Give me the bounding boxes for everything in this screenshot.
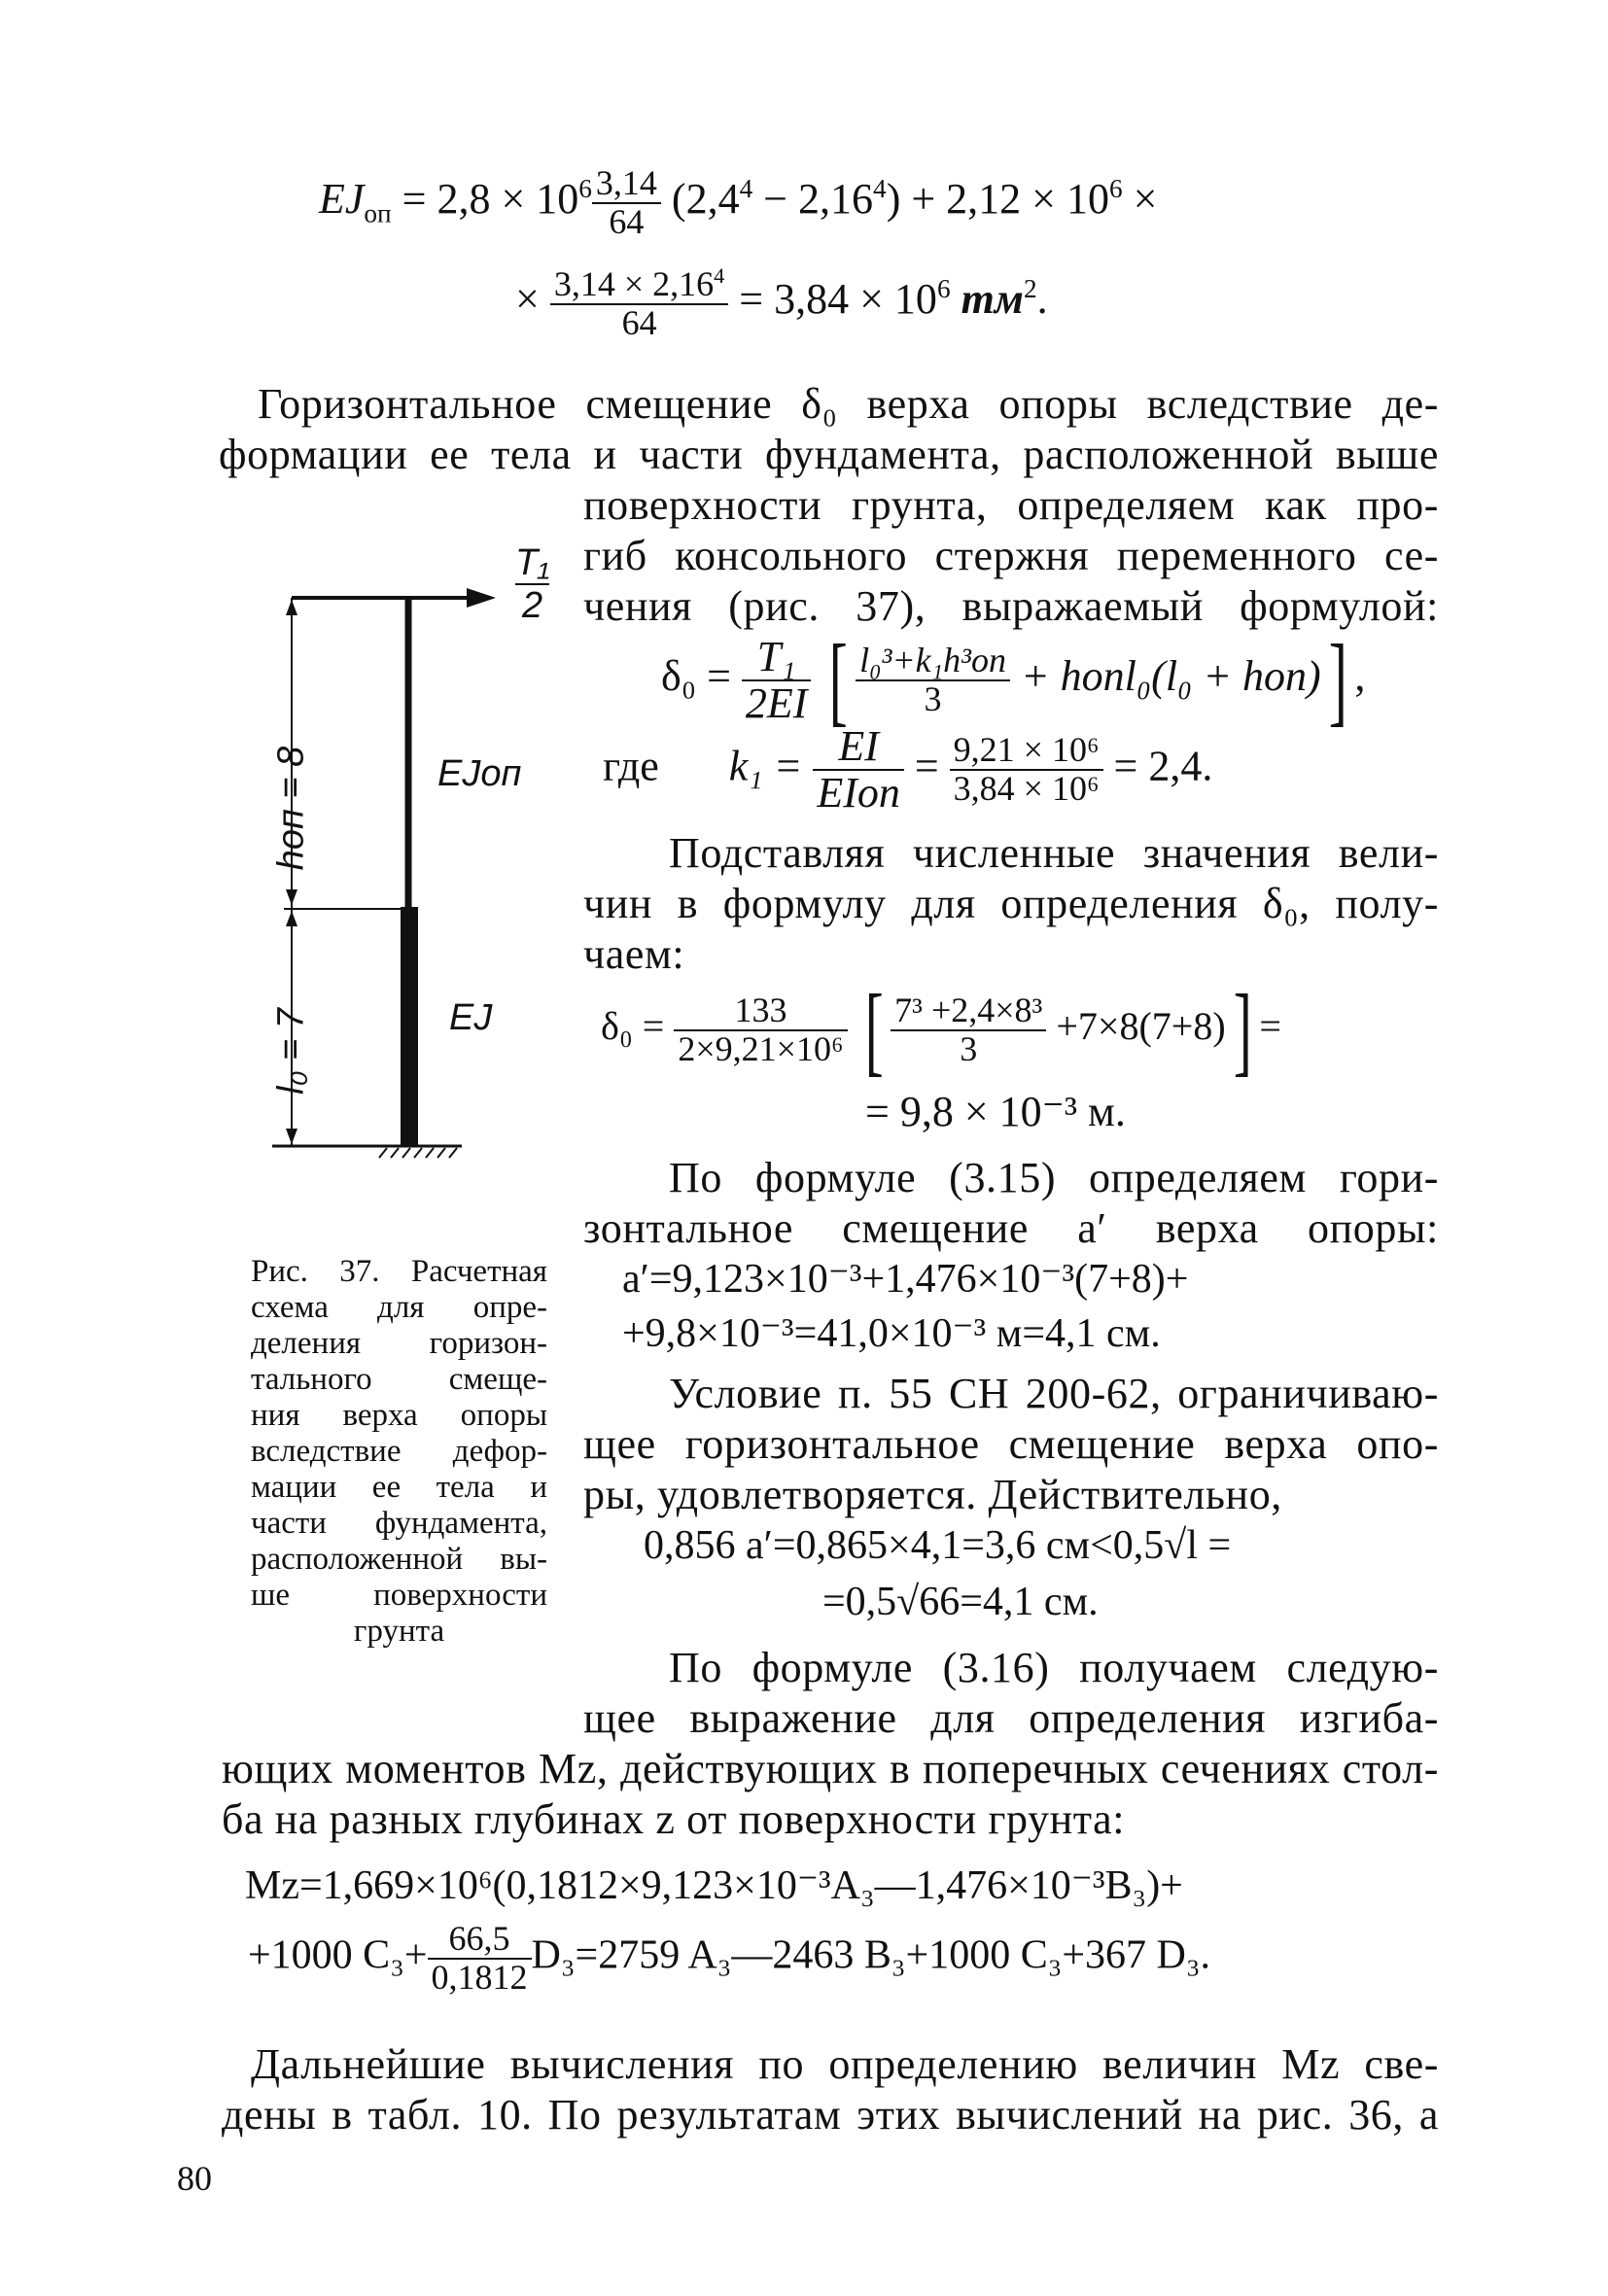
para2-line: чин в формулу для определения δ₀, полу- <box>583 880 1439 927</box>
figure-dim-upper: hоп = 8 <box>270 746 312 871</box>
eq-subst-end: = <box>1259 1004 1281 1049</box>
eq-ej2-times: × <box>515 274 540 323</box>
eq-k1-lhs: k₁ = <box>728 742 803 790</box>
eq-a-line1-text: a′=9,123×10⁻³+1,476×10⁻³(7+8)+ <box>622 1257 1189 1302</box>
eq-mz-frac <box>428 1921 532 1997</box>
para5-side <box>583 1643 1439 1744</box>
eq-k1-frac2 <box>950 732 1103 808</box>
figure-dim-lower: l₀ = 7 <box>270 1008 312 1095</box>
figure-ej-upper: EJоп <box>437 753 522 794</box>
eq-k1-where: где <box>603 742 659 790</box>
para1-side-line: гиб консольного стержня переменного се- <box>583 532 1439 579</box>
eq-subst-frac1-num: 133 <box>674 992 847 1031</box>
eq-ej-lhs-sub: оп <box>364 198 392 228</box>
eq-ej-lhs: EJ <box>319 174 365 223</box>
eq-cond-line2 <box>822 1579 1099 1625</box>
para5-side-line: щее выражение для определения изгиба- <box>583 1694 1439 1742</box>
eq-ej2-frac <box>550 264 728 342</box>
para1-side-line: поверхности грунта, определяем как про- <box>583 481 1439 529</box>
para3-line: По формуле (3.15) определяем гори- <box>669 1154 1439 1201</box>
eq-delta0-frac1-num: T₁ <box>756 632 796 680</box>
para2-line: чаем: <box>583 930 685 978</box>
eq-ej-frac-num: 3,14 <box>592 165 661 204</box>
eq-delta0-bracket-close: ] <box>1328 624 1347 736</box>
para4 <box>583 1369 1439 1520</box>
eq-mz-frac-den: 0,1812 <box>431 1957 528 1997</box>
para1-line: формации ее тела и части фундамента, расположенной выше <box>219 431 1439 478</box>
para6-line: дены в табл. 10. По результатам этих вычислений на рис. 36, a <box>222 2091 1439 2139</box>
eq-cond-line1-text: 0,856 a′=0,865×4,1=3,6 см<0,5√l = <box>644 1523 1232 1568</box>
para1-full <box>219 379 1439 480</box>
eq-delta0-frac1-den: 2EI <box>745 679 808 727</box>
eq-subst-inner-num: 7³ +2,4×8³ <box>891 992 1046 1031</box>
eq-subst-frac2 <box>891 992 1046 1068</box>
eq-k1-frac1 <box>813 724 904 816</box>
para2 <box>583 828 1439 980</box>
figure-ej-lower: EJ <box>449 997 493 1038</box>
figure-force-label <box>515 542 549 626</box>
eq-ej2-frac-exp: 4 <box>714 263 725 288</box>
eq-delta0-inner-den: 3 <box>924 679 942 718</box>
para3-line: зонтальное смещение a′ верха опоры: <box>583 1204 1439 1252</box>
para1-side-line: чения (рис. 37), выражаемый формулой: <box>583 582 1439 630</box>
eq-ej-paren: (2,4 <box>671 174 740 223</box>
eq-ej-frac <box>592 165 661 241</box>
caption-line: ше поверхности <box>251 1578 547 1613</box>
eq-delta0-rest: + hопl₀(l₀ + hоп) <box>1020 652 1321 701</box>
eq-k1-frac2-den: 3,84 × 10⁶ <box>953 769 1100 809</box>
caption-line: вследствие дефор- <box>251 1434 547 1469</box>
para6 <box>222 2039 1439 2140</box>
caption-line: расположенной вы- <box>251 1542 547 1577</box>
column-lower <box>401 907 418 1146</box>
eq-subst-lhs: δ₀ = <box>601 1004 665 1049</box>
caption-line: схема для опре- <box>251 1290 547 1325</box>
eq-k1-frac1-den: EIоп <box>817 769 900 818</box>
eq-delta0-frac2 <box>856 643 1010 718</box>
eq-subst-frac1 <box>674 992 847 1068</box>
eq-subst <box>601 974 1281 1086</box>
eq-ej-pow-b: 4 <box>873 174 887 204</box>
para3 <box>583 1153 1439 1254</box>
force-arrow-head <box>467 588 496 608</box>
eq-k1-eq: = <box>914 742 939 790</box>
eq-subst-bracket-close: ] <box>1233 974 1252 1086</box>
eq-mz-frac-num: 66,5 <box>428 1921 532 1960</box>
eq-ej2-frac-den: 64 <box>621 302 657 342</box>
eq-delta0-inner-num: l₀³+k₁h³оп <box>859 641 1006 680</box>
para5-full <box>222 1744 1439 1845</box>
para4-line: щее горизонтальное смещение верха опо- <box>583 1420 1439 1468</box>
eq-ej2-frac-num: 3,14 × 2,16 <box>553 264 715 303</box>
dim-arrow-mid-down <box>286 911 297 926</box>
eq-ej-pow-a: 4 <box>739 174 753 204</box>
para5-full-line: ба на разных глубинах z от поверхности грунта: <box>222 1795 1126 1843</box>
eq-delta0-frac1 <box>742 632 812 727</box>
eq-ej-start: = 2,8 × 10 <box>402 174 579 223</box>
eq-subst-line2-text: = 9,8 × 10⁻³ м. <box>865 1088 1126 1135</box>
eq-delta0-bracket-open: [ <box>829 624 849 736</box>
eq-subst-bracket-open: [ <box>864 974 884 1086</box>
dim-arrow-top <box>286 600 297 615</box>
eq-k1-frac1-num: EI <box>838 722 879 770</box>
eq-mz-line2 <box>248 1921 1210 1997</box>
eq-subst-rest: +7×8(7+8) <box>1056 1004 1226 1049</box>
caption-line: Рис. 37. Расчетная <box>251 1254 547 1289</box>
eq-k1-frac2-num: 9,21 × 10⁶ <box>950 732 1103 771</box>
para5-side-line: По формуле (3.16) получаем следую- <box>669 1644 1439 1691</box>
eq-subst-frac1-den: 2×9,21×10⁶ <box>678 1029 844 1068</box>
para1-line: Горизонтальное смещение δ₀ верха опоры вследствие де- <box>258 380 1439 428</box>
eq-ej2-result: = 3,84 × 10 <box>739 274 937 323</box>
eq-mz-line1 <box>245 1861 1183 1909</box>
eq-ej-exp: 6 <box>578 174 592 204</box>
eq-k1 <box>603 724 1212 816</box>
eq-cond-line1 <box>644 1522 1231 1569</box>
eq-subst-line2 <box>865 1087 1126 1136</box>
eq-subst-inner-den: 3 <box>960 1029 978 1068</box>
eq-a-line2-text: +9,8×10⁻³=41,0×10⁻³ м=4,1 см. <box>622 1311 1161 1356</box>
caption-line: мации ее тела и <box>251 1470 547 1505</box>
caption-line: деления горизон- <box>251 1326 547 1361</box>
figure-force-label-bottom: 2 <box>522 585 543 626</box>
para4-line: ры, удовлетворяется. Действительно, <box>583 1471 1282 1518</box>
eq-ej-times: × <box>1122 174 1158 223</box>
eq-delta0 <box>661 624 1366 736</box>
page-number: 80 <box>177 2159 212 2198</box>
figure-caption <box>251 1254 547 1650</box>
eq-a-line1 <box>622 1254 1188 1303</box>
eq-ej2-end: . <box>1036 274 1048 323</box>
para1-side <box>583 480 1439 632</box>
caption-line: части фундамента, <box>251 1506 547 1541</box>
figure-force-label-top: T₁ <box>515 542 550 583</box>
eq-a-line2 <box>622 1308 1161 1357</box>
eq-mz-line1-text: Mz=1,669×10⁶(0,1812×9,123×10⁻³A₃—1,476×10⁻³B₃)+ <box>245 1863 1183 1908</box>
caption-line: ния верха опоры <box>251 1398 547 1433</box>
para4-line: Условие п. 55 СН 200-62, ограничиваю- <box>669 1370 1439 1417</box>
eq-ej2-unit-exp: 2 <box>1023 274 1037 304</box>
eq-ej-minus: − 2,16 <box>752 174 874 223</box>
para2-line: Подставляя численные значения вели- <box>669 829 1439 877</box>
eq-cond-line2-text: =0,5√66=4,1 см. <box>822 1580 1099 1624</box>
eq-delta0-lhs: δ₀ = <box>661 652 731 701</box>
eq-ej2-exp: 6 <box>936 274 951 304</box>
eq-ej2-unit: тм <box>961 274 1024 323</box>
caption-line: грунта <box>353 1614 445 1649</box>
para5-full-line: ющих моментов Mz, действующих в поперечных сечениях стол- <box>222 1745 1439 1792</box>
para6-line: Дальнейшие вычисления по определению величин Mz све- <box>251 2040 1439 2088</box>
eq-mz-line2-pre: +1000 C₃+ <box>248 1932 428 1978</box>
ground-hatching <box>379 1148 457 1158</box>
caption-line: тального смеще- <box>251 1362 547 1397</box>
eq-delta0-end: , <box>1354 652 1366 701</box>
eq-mz-line2-post: D₃=2759 A₃—2463 B₃+1000 C₃+367 D₃. <box>531 1932 1211 1978</box>
eq-ej-exp-b: 6 <box>1108 174 1123 204</box>
eq-k1-result: = 2,4. <box>1113 742 1213 790</box>
eq-ej-tail: ) + 2,12 × 10 <box>886 174 1109 223</box>
eq-ej-frac-den: 64 <box>609 201 645 241</box>
eq-ej-line2 <box>515 264 1048 342</box>
eq-ej-line1 <box>319 165 1157 241</box>
